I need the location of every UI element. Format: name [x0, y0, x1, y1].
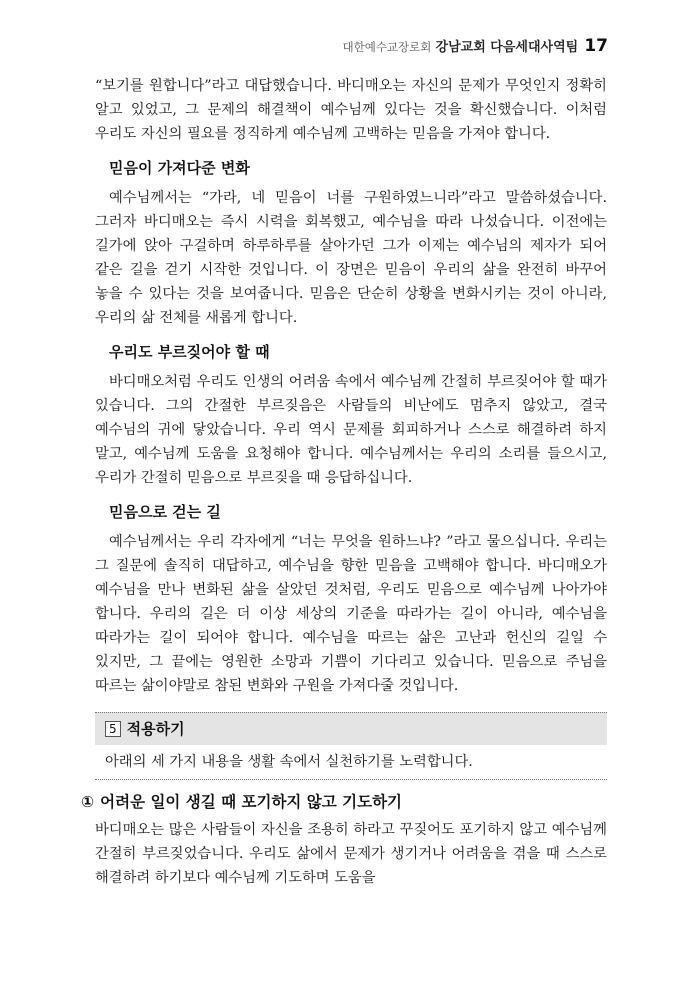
point-paragraph-1: 바디매오는 많은 사람들이 자신을 조용히 하라고 꾸짖어도 포기하지 않고 예수님께 간절히 부르짖었습니다. 우리도 삶에서 문제가 생기거나 어려움을 겪을 때 스스로 해결하려 하기보다 예수님께 기도하며 도움을 — [95, 822, 607, 886]
apply-title: 적용하기 — [126, 720, 185, 738]
paragraph-change: 예수님께서는 “가라, 네 믿음이 너를 구원하였느니라”라고 말씀하셨습니다. 그러자 바디매오는 즉시 시력을 회복했고, 예수님을 따라 나섰습니다. 이전에는 길가에 앉아 구걸하며 하루하루를 살아가던 그가 이제는 예수님의 제자가 되어 같은 길을 걷기 시작한 것입니다. 이 장면은 믿음이 우리의 삶을 완전히 바꾸어 놓을 수 있다는 것을 보여줍니다. 믿음은 단순히 상황을 변화시키는 것이 아니라, 우리의 삶 전체를 새롭게 합니다. — [95, 190, 607, 326]
paragraph-continued: “보기를 원합니다”라고 대답했습니다. 바디매오는 자신의 문제가 무엇인지 정확히 알고 있었고, 그 문제의 해결책이 예수님께 있다는 것을 확신했습니다. 이처럼 우리도 자신의 필요를 정직하게 예수님께 고백하는 믿음을 가져야 합니다. — [95, 78, 607, 142]
step-number-badge: 5 — [105, 721, 121, 737]
apply-section — [95, 712, 607, 780]
header-church: 강남교회 다음세대사역팀 — [435, 40, 579, 55]
apply-heading-bar — [95, 712, 607, 745]
page-number: 17 — [584, 36, 608, 56]
apply-description: 아래의 세 가지 내용을 생활 속에서 실천하기를 노력합니다. — [95, 745, 607, 780]
paragraph-walk-by-faith: 예수님께서는 우리 각자에게 “너는 무엇을 원하느냐? ”라고 물으십니다. 우리는 그 질문에 솔직히 대답하고, 예수님을 향한 믿음을 고백해야 합니다. 바디매오가 예수님을 만나 변화된 삶을 살았던 것처럼, 우리도 믿음으로 예수님께 나아가야 합니다. 우리의 길은 더 이상 세상의 기준을 따라가는 길이 아니라, 예수님을 따라가는 길이 되어야 합니다. 예수님을 따르는 삶은 고난과 헌신의 길일 수 있지만, 그 끝에는 영원한 소망과 기쁨이 기다리고 있습니다. 믿음으로 주님을 따르는 삶이야말로 참된 변화와 구원을 가져다줄 것입니다. — [95, 534, 607, 694]
point-title: 어려운 일이 생길 때 포기하지 않고 기도하기 — [100, 793, 403, 811]
header-org: 대한예수교장로회 — [342, 40, 432, 54]
section-heading-cry-out: 우리도 부르짖어야 할 때 — [109, 343, 270, 361]
paragraph-cry-out: 바디매오처럼 우리도 인생의 어려움 속에서 예수님께 간절히 부르짖어야 할 때가 있습니다. 그의 간절한 부르짖음은 사람들의 비난에도 멈추지 않았고, 결국 예수님의 귀에 닿았습니다. 우리 역시 문제를 회피하거나 스스로 해결하려 하지 말고, 예수님께 도움을 요청해야 합니다. 예수님께서는 우리의 소리를 들으시고, 우리가 간절히 믿음으로 부르짖을 때 응답하십니다. — [95, 374, 607, 486]
running-header — [343, 36, 609, 56]
section-heading-walk-by-faith: 믿음으로 걷는 길 — [109, 503, 221, 521]
point-number: ① — [81, 793, 95, 811]
point-heading-1 — [81, 790, 607, 814]
section-heading-change: 믿음이 가져다준 변화 — [109, 159, 250, 177]
main-content — [81, 74, 607, 890]
